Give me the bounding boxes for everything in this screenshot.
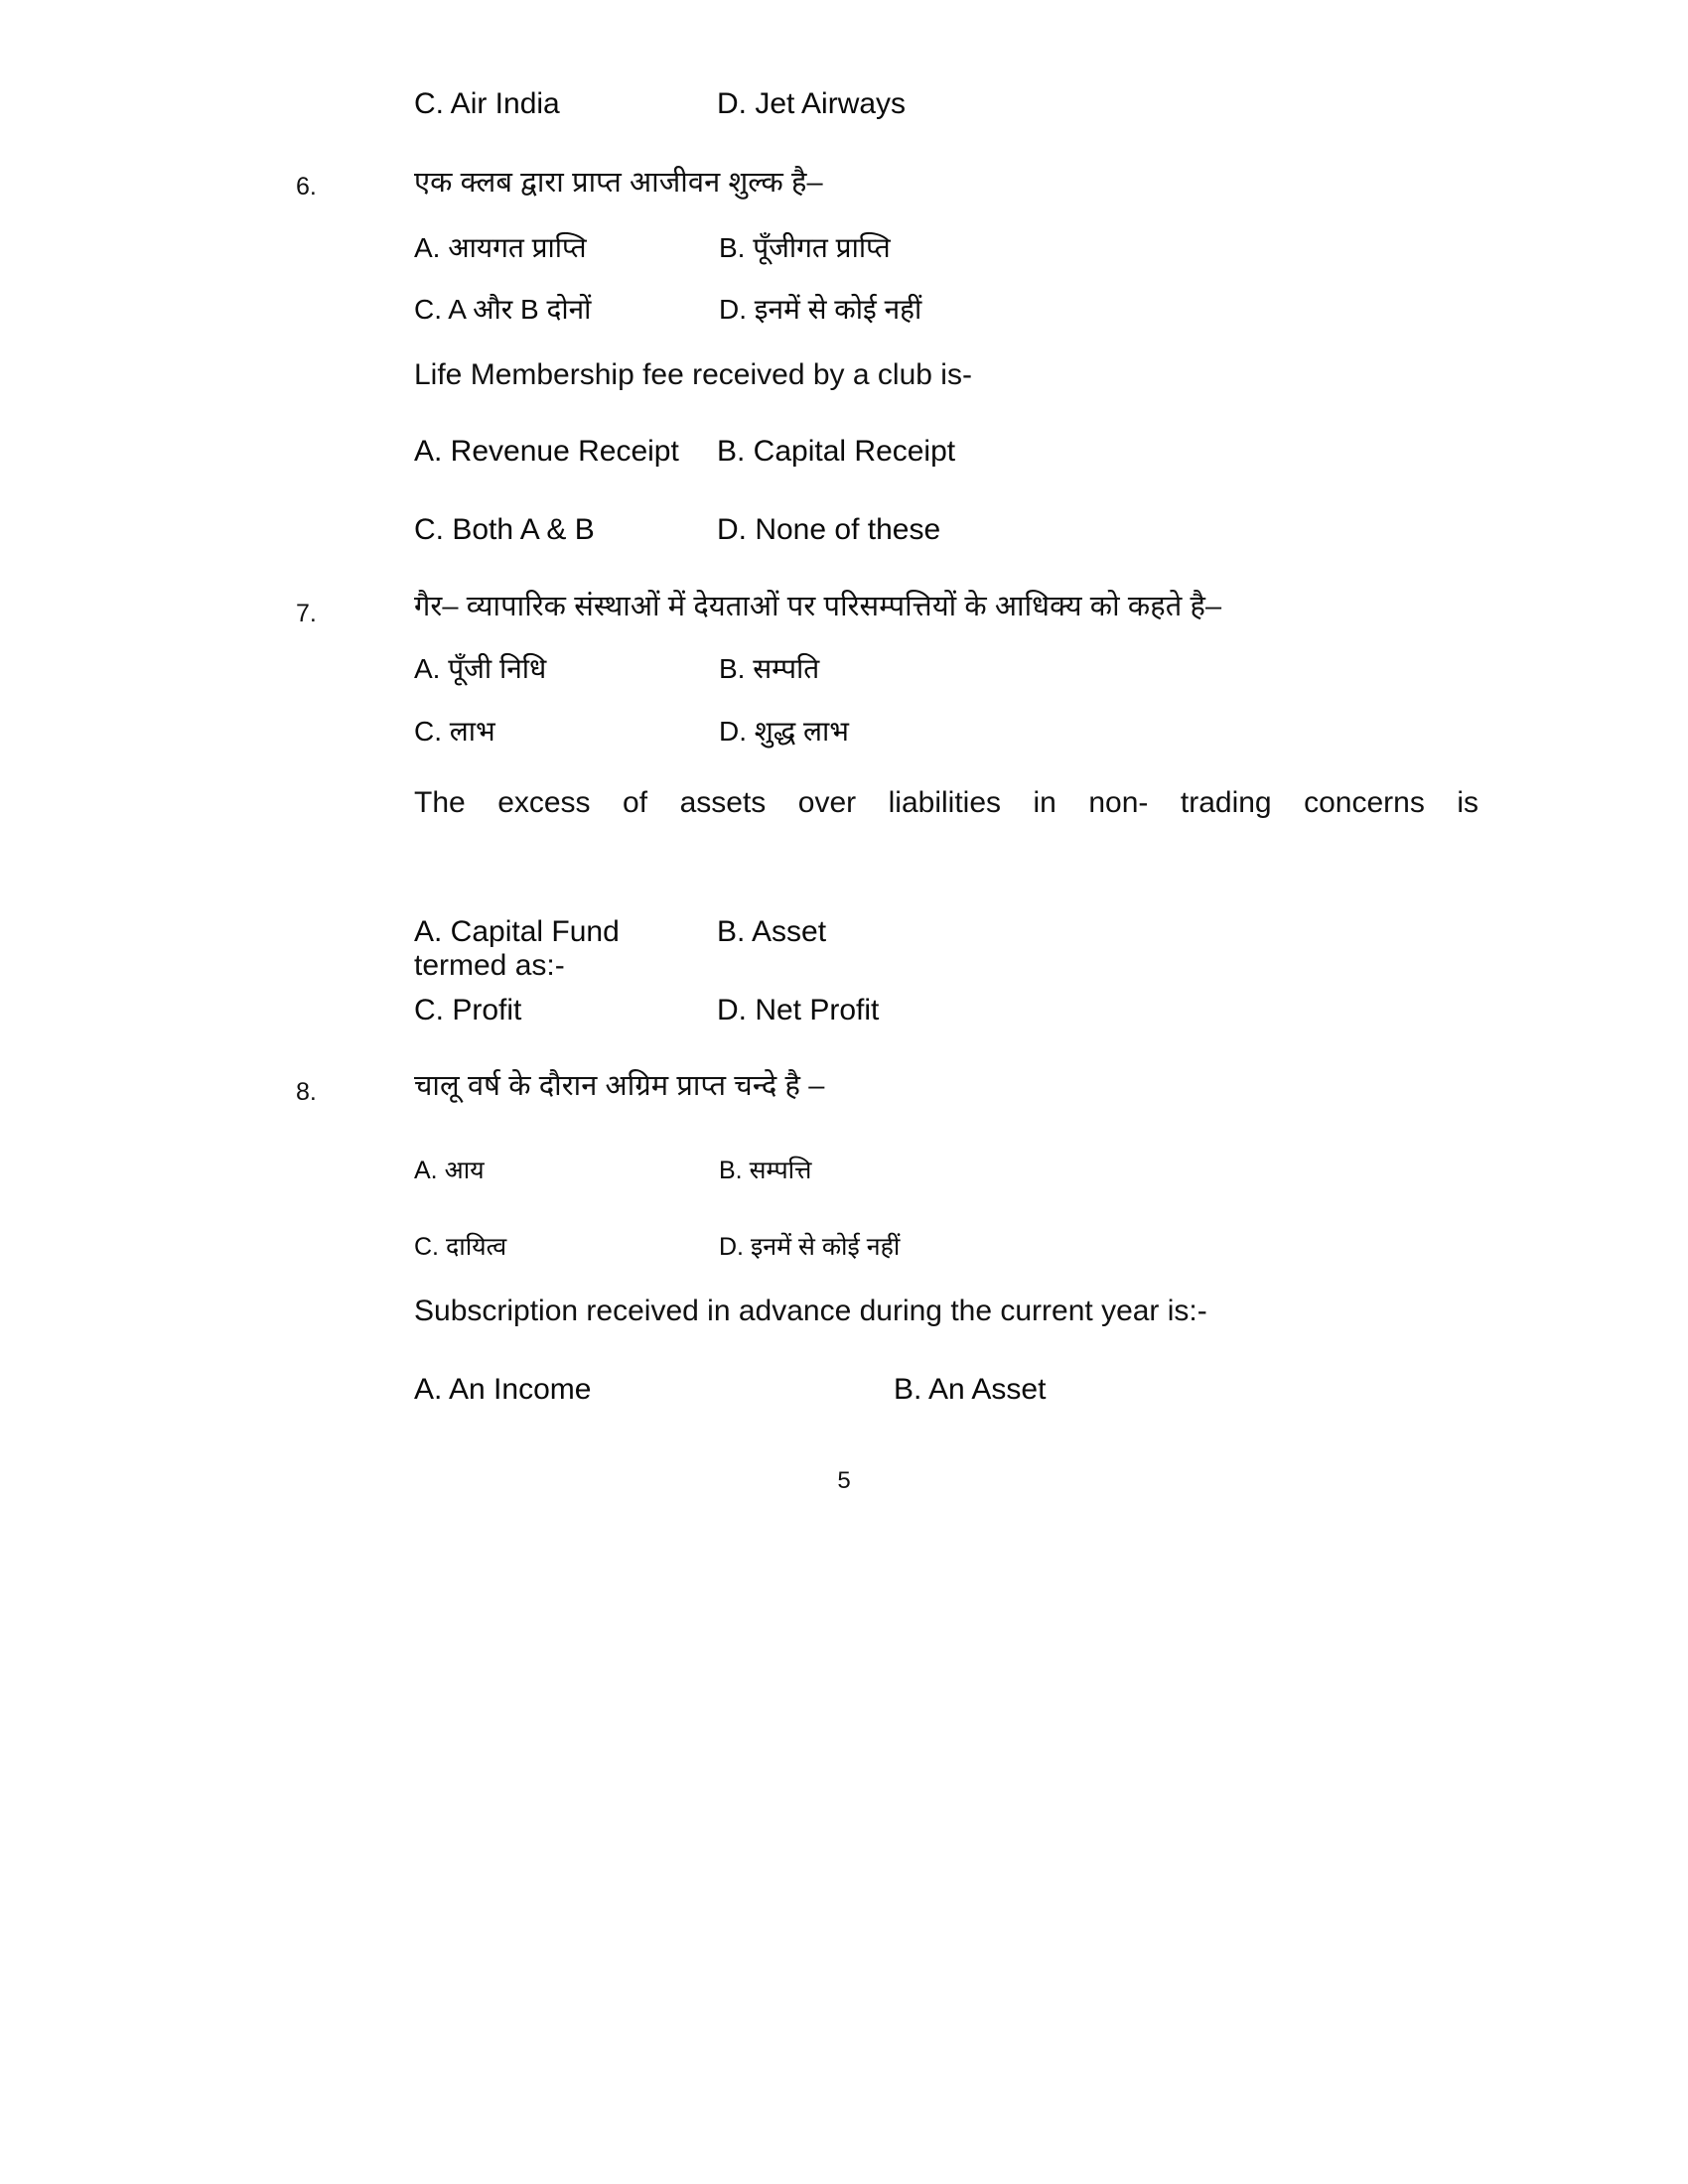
question-8-hindi-option-c: C. दायित्व: [414, 1233, 507, 1261]
question-6-english-stem: Life Membership fee received by a club is-: [414, 358, 972, 391]
question-6-english-option-b: B. Capital Receipt: [717, 435, 956, 468]
question-7-hindi-option-b: B. सम्पति: [719, 653, 820, 684]
question-7-hindi-stem: गैर– व्यापारिक संस्थाओं में देयताओं पर परिसम्पत्तियों के आधिक्य को कहते है–: [414, 591, 1222, 622]
question-7-english-stem: [414, 762, 1478, 1007]
question-7-hindi-option-d: D. शुद्ध लाभ: [719, 716, 849, 747]
question-7-hindi-option-c: C. लाभ: [414, 716, 495, 747]
question-8-hindi-option-d: D. इनमें से कोई नहीं: [719, 1233, 901, 1261]
question-7-english-option-a: A. Capital Fund: [414, 915, 620, 948]
question-7-english-stem-line-2: termed as:-: [414, 949, 565, 982]
question-6-hindi-stem: एक क्लब द्वारा प्राप्त आजीवन शुल्क है–: [414, 167, 823, 199]
question-7-hindi-option-a: A. पूँजी निधि: [414, 653, 547, 684]
question-7-number: 7.: [296, 600, 317, 627]
question-7-english-stem-line-1: The excess of assets over liabilities in non- trading concerns is: [414, 786, 1478, 819]
question-8-english-stem: Subscription received in advance during the current year is:-: [414, 1295, 1207, 1327]
question-8-hindi-option-a: A. आय: [414, 1157, 485, 1184]
question-6-english-option-c: C. Both A & B: [414, 513, 595, 546]
question-8-english-option-a: A. An Income: [414, 1373, 592, 1406]
question-6-hindi-option-d: D. इनमें से कोई नहीं: [719, 294, 922, 325]
carryover-option-d: D. Jet Airways: [717, 87, 907, 120]
question-6-hindi-option-b: B. पूँजीगत प्राप्ति: [719, 232, 891, 263]
question-8-number: 8.: [296, 1078, 317, 1106]
question-6-english-option-d: D. None of these: [717, 513, 941, 546]
question-7-english-option-c: C. Profit: [414, 994, 522, 1026]
carryover-option-c: C. Air India: [414, 87, 560, 120]
question-6-hindi-option-a: A. आयगत प्राप्ति: [414, 232, 587, 263]
question-8-hindi-stem: चालू वर्ष के दौरान अग्रिम प्राप्त चन्दे है –: [414, 1070, 825, 1102]
question-6-number: 6.: [296, 173, 317, 201]
question-8-english-option-b: B. An Asset: [894, 1373, 1047, 1406]
question-6-hindi-option-c: C. A और B दोनों: [414, 294, 592, 325]
question-7-english-option-d: D. Net Profit: [717, 994, 880, 1026]
question-6-english-option-a: A. Revenue Receipt: [414, 435, 679, 468]
question-7-english-option-b: B. Asset: [717, 915, 827, 948]
page-number: 5: [837, 1467, 851, 1494]
question-8-hindi-option-b: B. सम्पत्ति: [719, 1157, 812, 1184]
